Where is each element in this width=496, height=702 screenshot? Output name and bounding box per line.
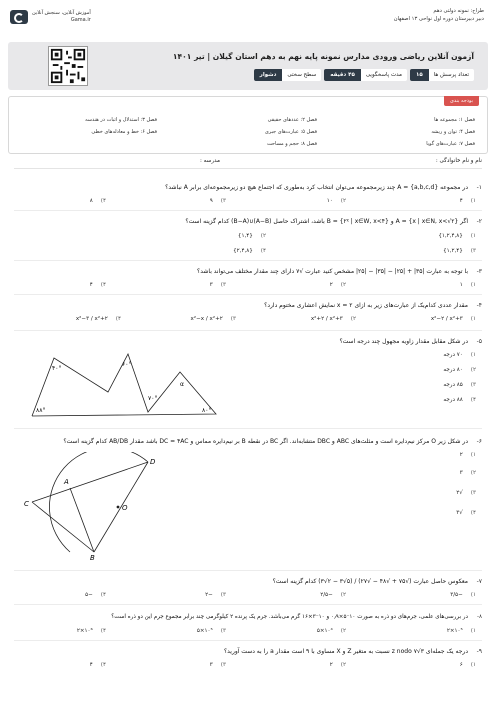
duration-chip: مدت پاسخگویی ۴۵ دقیقه (324, 69, 407, 81)
option[interactable]: ۱)x²−۲ / x²+۳ (430, 316, 476, 322)
qr-code-icon[interactable] (48, 46, 88, 86)
svg-text:B: B (90, 554, 95, 562)
page-header (0, 0, 496, 42)
chapter-item: فصل ۵: عبارت‌های جبری (264, 129, 317, 135)
budget-tag: بودجه بندی (444, 96, 479, 106)
chapter-item: فصل ۱: مجموعه ها (434, 117, 475, 123)
question-9: ۹-درجه یک جمله‌ای ۳√۷ z nodo نسبت به متغیر Z و X مساوی با ۹ است مقدار a را به دست آورید؟ (223, 648, 482, 655)
option[interactable]: ۴)۱۰⁶×۲ (76, 628, 106, 634)
brand-domain: Gama.ir (70, 17, 91, 23)
chapter-item: فصل ۳: استدلال و اثبات در هندسه (85, 117, 157, 123)
chapter-item: فصل ۶: خط و معادله‌های خطی (91, 129, 157, 135)
option[interactable]: ۱)۷۰ درجه (443, 352, 476, 358)
option[interactable]: ۲){۱,۴} (237, 233, 266, 239)
question-3: ۳-با توجه به عبارت |۳۵| + |۲۵| − |۳۵| − |۲۵| مشخص کنید عبارت √۷ دارای چند مقدار مختلف می‌تواند باشد؟ (197, 268, 482, 275)
option[interactable]: ۳)۸۵ درجه (443, 382, 476, 388)
question-7: ۷-معکوس حاصل عبارت (√۷۵ + √۴۸ − √۲۷) / (۵√۳ − ۲√۳) کدام گزینه است؟ (272, 578, 482, 585)
option[interactable]: ۲)۸۰ درجه (443, 367, 476, 373)
svg-text:O: O (122, 504, 128, 512)
option[interactable]: ۲)۲ (329, 282, 346, 288)
svg-text:A: A (64, 478, 69, 486)
brand[interactable] (10, 10, 91, 24)
option[interactable]: ۳)۹ (209, 198, 226, 204)
option[interactable]: ۴)۸۸ درجه (443, 397, 476, 403)
option[interactable]: ۲)۱۰⁴×۵ (316, 628, 346, 634)
author-info (394, 8, 484, 23)
option[interactable]: ۴)۴ (89, 282, 106, 288)
angle-figure (30, 340, 230, 420)
option[interactable]: ۱)۱۰⁵×۲ (446, 628, 476, 634)
option[interactable]: ۳){۱,۲,۴} (443, 248, 476, 254)
option[interactable]: ۴)۸ (89, 198, 106, 204)
option[interactable]: ۲)۳ (459, 470, 476, 476)
option[interactable]: ۱)−۳/۵ (450, 592, 476, 598)
option[interactable]: ۴){۲,۴,۸} (233, 248, 266, 254)
option[interactable]: ۳)۱۰⁵×۵ (196, 628, 226, 634)
question-4: ۴-مقدار عددی کدام‌یک از عبارت‌های زیر به ازای x = ۲ نمایش اعشاری مختوم دارد؟ (264, 302, 482, 309)
option[interactable]: ۴)۴ (89, 662, 106, 668)
author-school: دبیر دبیرستان دوره اول نواحی ۱۳ اصفهان (393, 15, 484, 22)
divider (14, 168, 482, 169)
svg-text:C: C (24, 500, 29, 508)
option[interactable]: ۲)۲ (329, 662, 346, 668)
angle-label: ۴۰° (52, 365, 62, 372)
question-1: ۱-در مجموعه A = {a,b,c,d} چند زیرمجموعه می‌توان انتخاب کرد به‌طوری که اجتماع هیچ دو زیرمجموعه‌ای برابر A نباشد؟ (165, 184, 482, 191)
option[interactable]: ۲)۱۰ (326, 198, 346, 204)
question-8: ۸-در بررسی‌های علمی، جرم‌های دو ذره به صورت ۱۰⁻۵×۰٫۹ و ۱۰⁻۳×۱۶ گرم می‌باشد. جرم یک پرنده ۲ کیلوگرمی چند برابر مجموع جرم این دو ذره است؟ (111, 614, 482, 620)
option[interactable]: ۲)x²+۲ / x²+۳ (310, 316, 356, 322)
chapter-item: فصل ۴: توان و ریشه (431, 129, 475, 135)
school-field[interactable]: مدرسه : (200, 158, 220, 164)
question-2: ۲-اگر A = {x | x∈N, x<√۲} و B = {۲ᵡ | x∈W, x<۴} باشد، اشتراک حاصل (A−B)∪(B−A) کدام گزینه است؟ (185, 218, 482, 225)
option[interactable]: ۱){۱,۲,۴,۸} (438, 233, 476, 239)
exam-meta (254, 69, 474, 81)
option[interactable]: ۳)√۲ (456, 490, 476, 496)
option[interactable]: ۱)۲ (459, 452, 476, 458)
option[interactable]: ۳)۳ (209, 282, 226, 288)
angle-label: ۸۰° (202, 407, 212, 414)
option[interactable]: ۴)−۵ (85, 592, 106, 598)
option[interactable]: ۳)۳ (209, 662, 226, 668)
option[interactable]: ۱)۶ (459, 662, 476, 668)
student-name-field[interactable]: نام و نام خانوادگی : (435, 158, 482, 164)
option[interactable]: ۲)−۲/۵ (320, 592, 346, 598)
budget-box (8, 96, 488, 154)
brand-tagline: آموزش آنلاین، سنجش آنلاین (32, 10, 91, 16)
chapter-item: فصل ۸: حجم و مساحت (267, 141, 317, 147)
exam-title: آزمون آنلاین ریاضی ورودی مدارس نمونه پایه نهم به دهم استان گیلان | تیر ۱۴۰۱ (172, 52, 474, 61)
option[interactable]: ۴)√۳ (456, 510, 476, 516)
chapter-item: فصل ۲: عددهای حقیقی (267, 117, 317, 123)
gama-logo-icon (10, 10, 28, 24)
question-6: ۶-در شکل زیر O مرکز نیم‌دایره است و مثلث‌های ABC و DBC متشابه‌اند. اگر BC در نقطه B بر نیم‌دایره مماس و DC = ۴AC باشد مقدار AB/DB کدام گزینه است؟ (63, 438, 482, 445)
option[interactable]: ۱)۴ (459, 198, 476, 204)
angle-label: ۸۸° (36, 407, 46, 414)
difficulty-chip: سطح سختی دشوار (254, 69, 322, 81)
option[interactable]: ۳)x²−x / x²+۲ (190, 316, 236, 322)
author-line: طراح: نمونه دولتی دهم (433, 8, 484, 14)
svg-text:D: D (150, 458, 156, 466)
option[interactable]: ۱)۱ (459, 282, 476, 288)
chapter-item: فصل ۷: عبارت‌های گویا (426, 141, 475, 147)
semicircle-figure (24, 452, 184, 562)
question-5: ۵-در شکل مقابل مقدار زاویه مجهول چند درجه است؟ (339, 338, 482, 345)
option[interactable]: ۴)x²−۳ / x²+۲ (75, 316, 121, 322)
exam-banner (8, 42, 488, 90)
option[interactable]: ۳)−۲ (205, 592, 226, 598)
angle-label: ۶۰° (122, 361, 132, 368)
angle-label: ۷۰° (148, 395, 158, 402)
angle-label: α (180, 381, 184, 388)
question-count-chip: تعداد پرسش ها ۱۵ (410, 69, 474, 81)
